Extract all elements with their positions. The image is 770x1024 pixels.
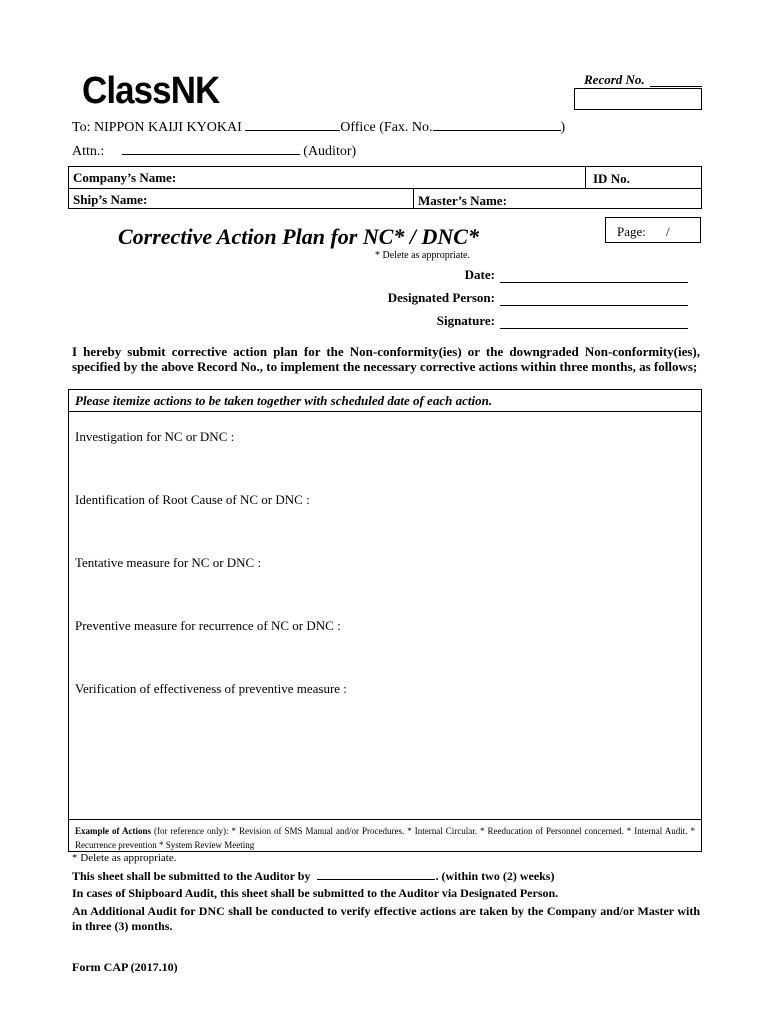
delete-note: * Delete as appropriate. — [375, 250, 470, 261]
signature-field[interactable] — [500, 328, 688, 329]
example-actions — [75, 824, 695, 852]
submit-deadline-line — [72, 868, 554, 884]
company-ship-table — [68, 166, 702, 209]
close-paren: ) — [560, 120, 566, 135]
table-divider — [69, 188, 701, 189]
investigation-field[interactable] — [75, 448, 695, 488]
signature-label: Signature: — [436, 313, 495, 328]
example-ref: (for reference only): — [154, 826, 229, 836]
example-text: * Revision of SMS Manual and/or Procedures. * Internal Circular. * Reeducation of Personnel concerned. * Internal Audit. * Recurrence prevention * System Review Meeting — [75, 826, 695, 850]
masters-name-label: Master’s Name: — [418, 193, 507, 208]
box-divider — [69, 819, 701, 820]
itemize-instruction — [75, 393, 492, 409]
auditor-label: (Auditor) — [303, 144, 357, 159]
masters-name-field[interactable] — [529, 190, 699, 208]
verification-field[interactable] — [75, 700, 695, 815]
classnk-logo: ClassNK — [82, 70, 220, 112]
section-root-cause: Identification of Root Cause of NC or DNC : — [75, 492, 310, 507]
attn-line — [72, 143, 356, 160]
table-divider — [413, 188, 414, 208]
attn-field[interactable] — [122, 143, 300, 155]
section-preventive-measure: Preventive measure for recurrence of NC or DNC : — [75, 618, 341, 633]
footer-delete-note: * Delete as appropriate. — [72, 852, 177, 864]
preventive-measure-field[interactable] — [75, 637, 695, 677]
submit-prefix: This sheet shall be submitted to the Auditor by — [72, 869, 311, 883]
id-no-label: ID No. — [593, 171, 630, 186]
tentative-measure-field[interactable] — [75, 574, 695, 614]
page-label: Page: — [617, 224, 646, 239]
record-no-underline — [650, 86, 702, 87]
record-no-label: Record No. — [584, 72, 645, 87]
date-field[interactable] — [500, 282, 688, 283]
ships-name-field[interactable] — [179, 190, 409, 208]
date-label: Date: — [464, 267, 495, 282]
additional-audit-note: An Additional Audit for DNC shall be conducted to verify effective actions are taken by the Company and/or Master with in three (3) months. — [72, 904, 700, 933]
section-investigation: Investigation for NC or DNC : — [75, 429, 235, 444]
submit-suffix: . (within two (2) weeks) — [435, 869, 555, 883]
section-verification: Verification of effectiveness of preventive measure : — [75, 681, 347, 696]
company-name-label: Company’s Name: — [73, 170, 177, 185]
declaration-text: I hereby submit corrective action plan for the Non-conformity(ies) or the downgraded Non-conformity(ies), specified by the above Record No., to implement the necessary corrective actions within three months, as follows; — [72, 344, 700, 374]
designated-person-field[interactable] — [500, 305, 688, 306]
company-name-field[interactable] — [209, 168, 581, 187]
form-code: Form CAP (2017.10) — [72, 960, 178, 974]
submit-date-field[interactable] — [317, 868, 435, 880]
office-label: Office (Fax. No. — [340, 120, 433, 135]
shipboard-note: In cases of Shipboard Audit, this sheet shall be submitted to the Auditor via Designated Person. — [72, 886, 559, 900]
itemize-text: Please itemize actions to be taken together with scheduled date of each action — [75, 393, 489, 408]
record-no-field[interactable] — [574, 88, 702, 110]
table-divider — [585, 167, 586, 188]
box-divider — [69, 411, 701, 412]
fax-no-field[interactable] — [433, 119, 561, 131]
attn-label: Attn.: — [72, 144, 105, 159]
to-prefix: To: NIPPON KAIJI KYOKAI — [72, 120, 242, 135]
action-plan-box — [68, 389, 702, 852]
root-cause-field[interactable] — [75, 511, 695, 551]
page-separator: / — [666, 224, 670, 239]
to-line — [72, 119, 565, 136]
example-label: Example of Actions — [75, 826, 152, 836]
itemize-period: . — [488, 393, 493, 408]
designated-person-label: Designated Person: — [387, 290, 495, 305]
form-title: Corrective Action Plan for NC* / DNC* — [118, 224, 479, 249]
ships-name-label: Ship’s Name: — [73, 192, 148, 207]
section-tentative-measure: Tentative measure for NC or DNC : — [75, 555, 262, 570]
id-no-field[interactable] — [641, 168, 699, 187]
office-name-field[interactable] — [245, 119, 340, 131]
